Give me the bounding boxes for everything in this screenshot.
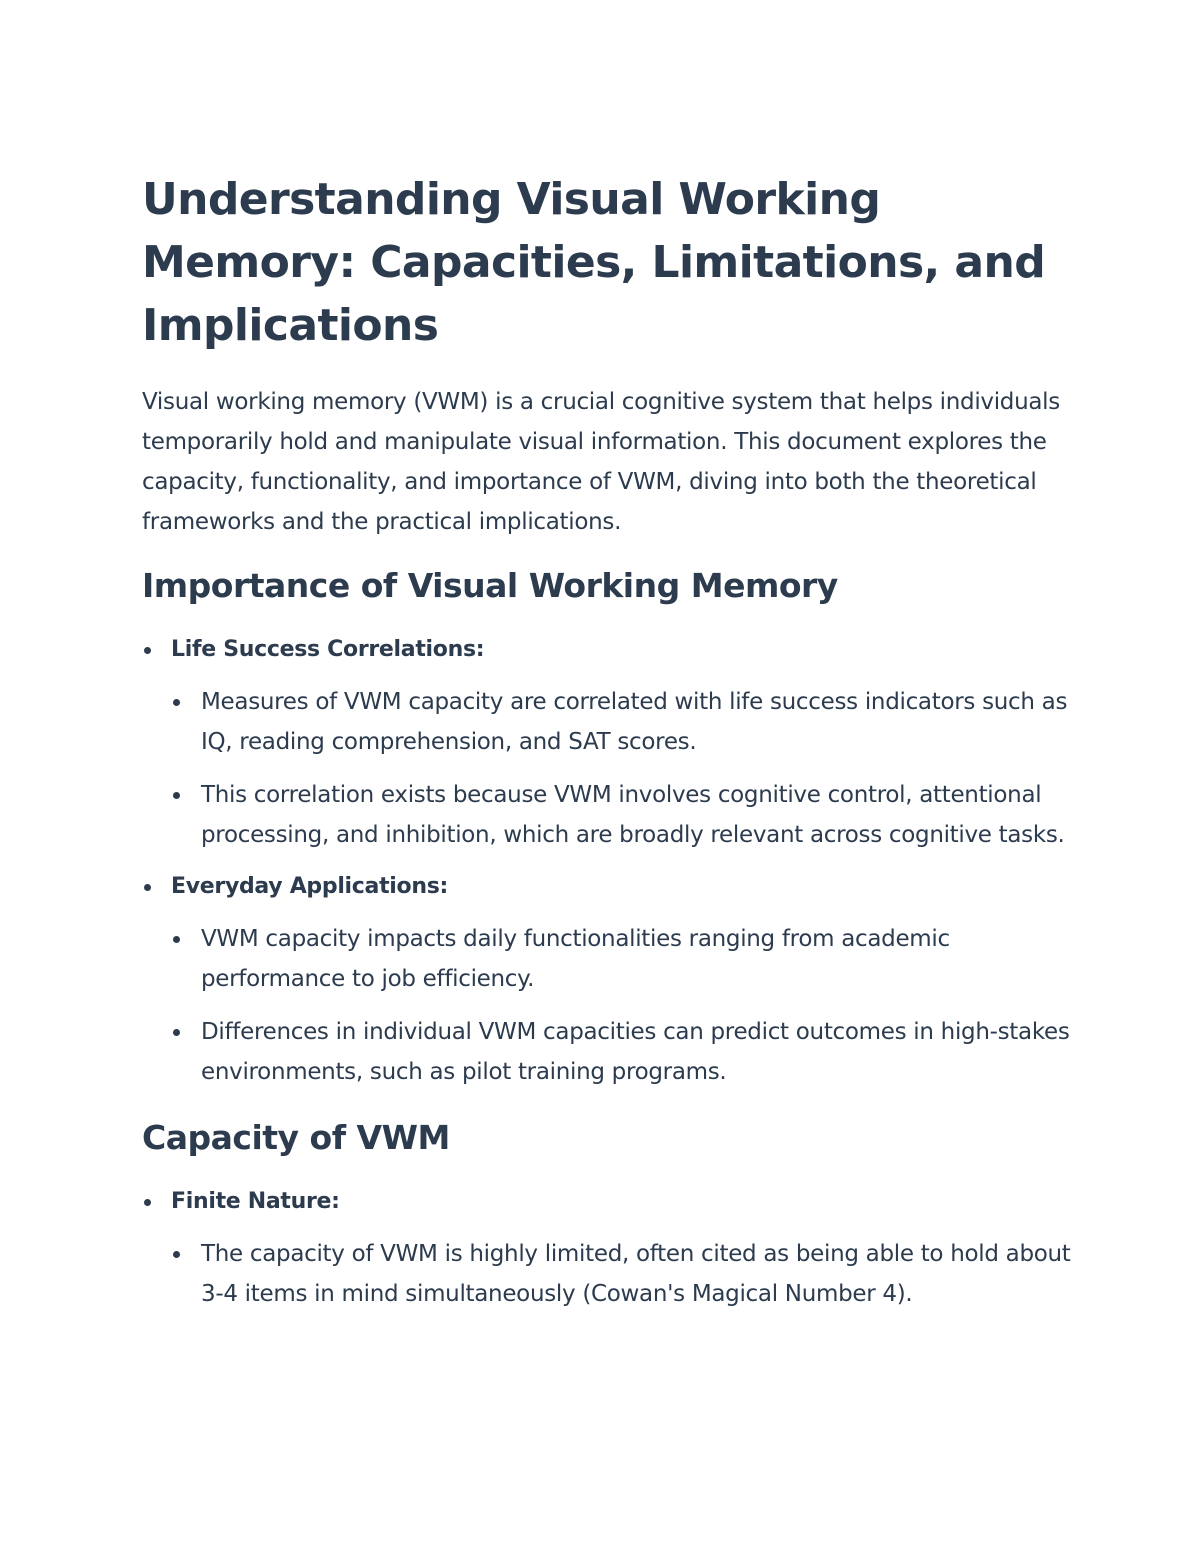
intro-paragraph: Visual working memory (VWM) is a crucial cognitive system that helps individuals temporarily hold and manipulate visual information. This document explores the capacity, functionality, and importance of VWM, diving into both the theoretical frameworks and the practical implications.	[142, 389, 1060, 535]
list-item	[142, 867, 1072, 1092]
sub-list-item: Differences in individual VWM capacities can predict outcomes in high-stakes environments, such as pilot training programs.	[171, 1012, 1072, 1092]
list-item	[142, 1182, 1072, 1314]
item-title-life-success: Life Success Correlations:	[171, 637, 485, 662]
section-heading-capacity: Capacity of VWM	[142, 1118, 450, 1157]
importance-list	[142, 630, 1072, 1092]
capacity-list	[142, 1182, 1072, 1314]
sub-list	[171, 682, 1072, 855]
sub-list	[171, 1234, 1072, 1314]
document-title: Understanding Visual Working Memory: Capacities, Limitations, and Implications	[142, 174, 1046, 351]
sub-list-item: Measures of VWM capacity are correlated with life success indicators such as IQ, reading comprehension, and SAT scores.	[171, 682, 1072, 762]
document-page	[142, 168, 1072, 1314]
sub-list-item: The capacity of VWM is highly limited, often cited as being able to hold about 3-4 items in mind simultaneously (Cowan's Magical Number 4).	[171, 1234, 1072, 1314]
section-heading-importance: Importance of Visual Working Memory	[142, 566, 838, 605]
list-item	[142, 630, 1072, 855]
sub-list	[171, 919, 1072, 1092]
sub-list-item: VWM capacity impacts daily functionalities ranging from academic performance to job efficiency.	[171, 919, 1072, 999]
item-title-everyday-applications: Everyday Applications:	[171, 874, 449, 899]
item-title-finite-nature: Finite Nature:	[171, 1189, 340, 1214]
sub-list-item: This correlation exists because VWM involves cognitive control, attentional processing, and inhibition, which are broadly relevant across cognitive tasks.	[171, 775, 1072, 855]
